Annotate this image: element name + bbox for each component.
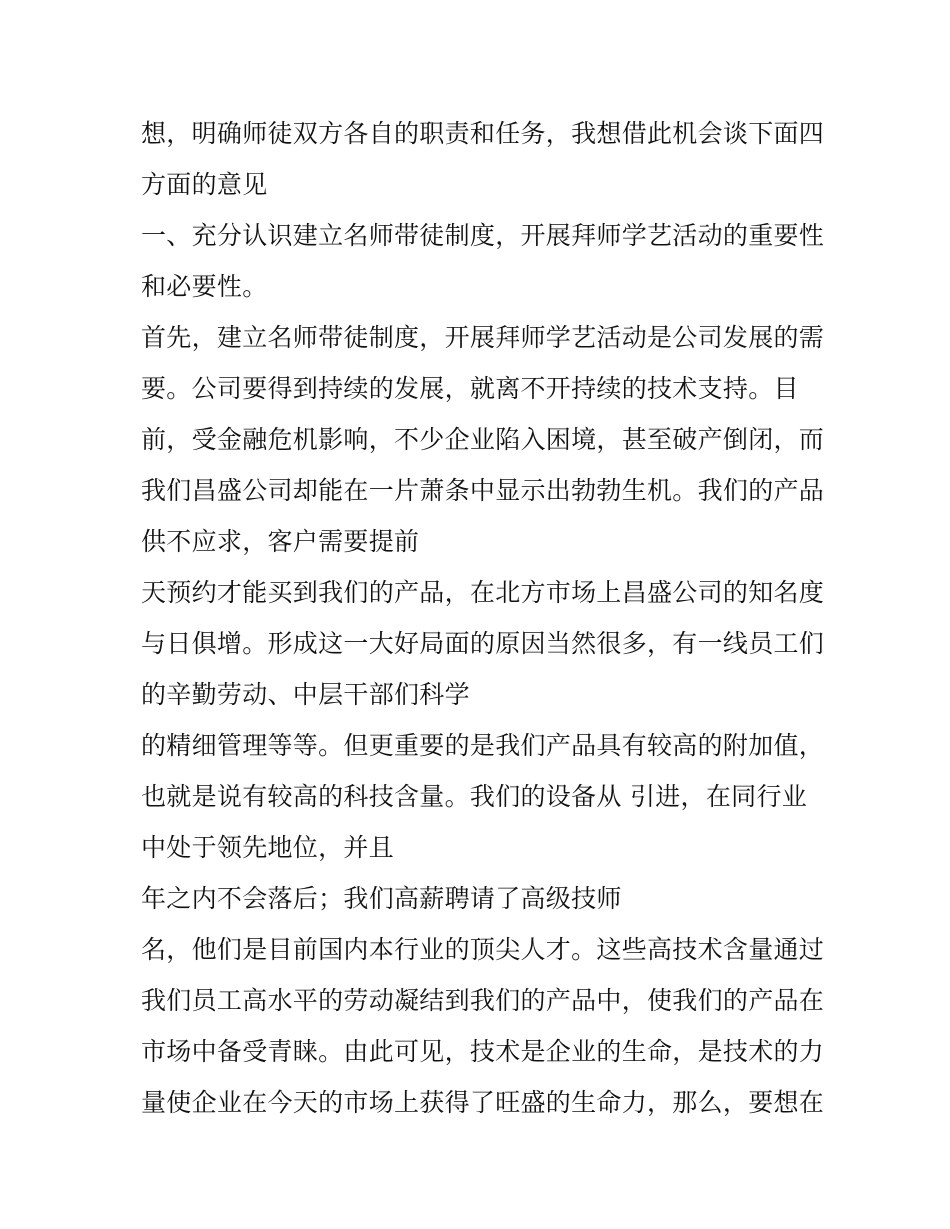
text-line: 量使企业在今天的市场上获得了旺盛的生命力，那么，要想在: [141, 1088, 825, 1117]
text-line: 市场中备受青睐。由此可见，技术是企业的生命，是技术的力: [141, 1037, 825, 1066]
text-line: 的精细管理等等。但更重要的是我们产品具有较高的附加值，: [141, 731, 825, 760]
text-line: 天预约才能买到我们的产品，在北方市场上昌盛公司的知名度: [141, 578, 825, 607]
text-line: 我们昌盛公司却能在一片萧条中显示出勃勃生机。我们的产品: [141, 476, 825, 505]
text-line: 方面的意见: [141, 170, 268, 199]
text-line: 与日俱增。形成这一大好局面的原因当然很多，有一线员工们: [141, 629, 825, 658]
document-body: [141, 108, 825, 1128]
text-line: 中处于领先地位，并且: [141, 833, 395, 862]
text-line: 年之内不会落后；我们高薪聘请了高级技师: [141, 884, 622, 913]
text-line: 首先，建立名师带徒制度，开展拜师学艺活动是公司发展的需: [141, 323, 825, 352]
text-line: 供不应求，客户需要提前: [141, 527, 420, 556]
text-line: 前，受金融危机影响，不少企业陷入困境，甚至破产倒闭，而: [141, 425, 825, 454]
text-line: 名，他们是目前国内本行业的顶尖人才。这些高技术含量通过: [141, 935, 825, 964]
text-line: 想，明确师徒双方各自的职责和任务，我想借此机会谈下面四: [141, 119, 825, 148]
text-line: 要。公司要得到持续的发展，就离不开持续的技术支持。目: [141, 374, 799, 403]
text-line: 也就是说有较高的科技含量。我们的设备从 引进，在同行业: [141, 782, 808, 811]
section-heading-line: 和必要性。: [141, 272, 268, 301]
text-line: 我们员工高水平的劳动凝结到我们的产品中，使我们的产品在: [141, 986, 825, 1015]
section-heading-line: 一、充分认识建立名师带徒制度，开展拜师学艺活动的重要性: [141, 221, 825, 250]
text-line: 的辛勤劳动、中层干部们科学: [141, 680, 470, 709]
